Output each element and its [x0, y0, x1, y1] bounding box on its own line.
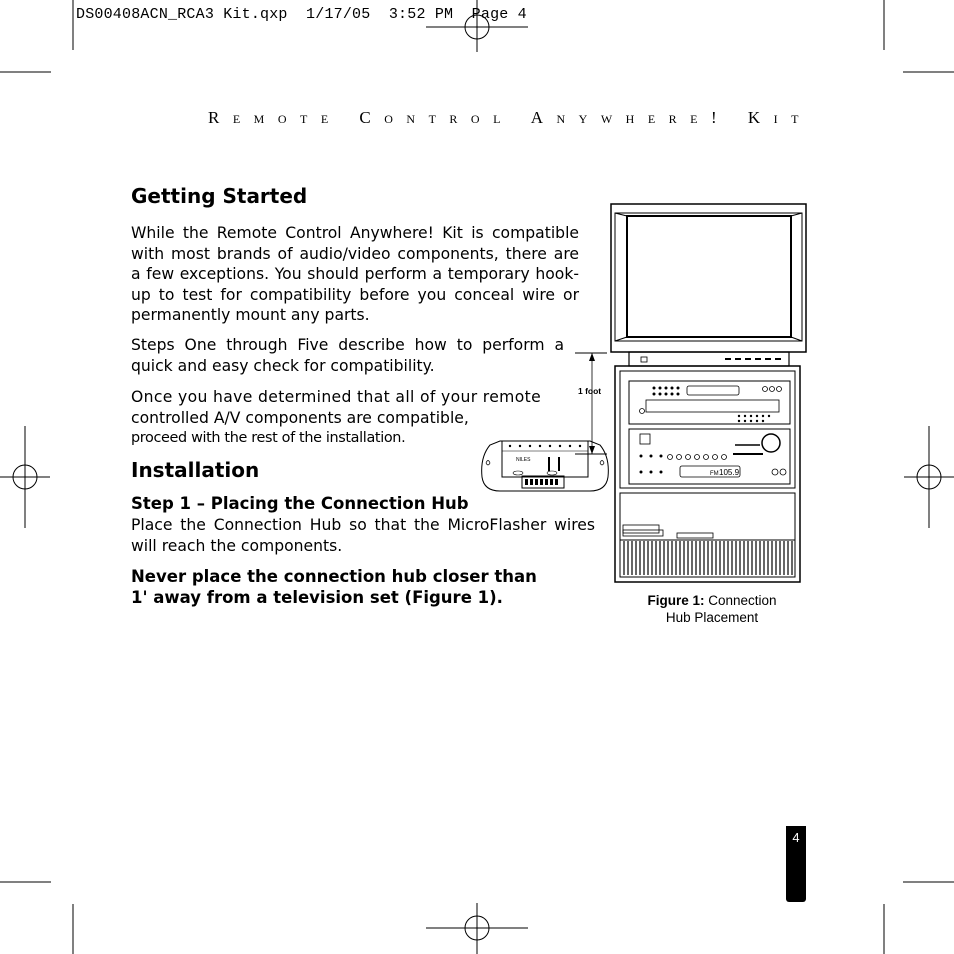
intro-paragraph: While the Remote Control Anywhere! Kit is compatible with most brands of audio/video components, there are a few exceptions. You should perform a temporary hook-up to test for compatibility before you conceal wire or permanently mount any parts.: [131, 224, 579, 324]
hub-brand: NILES: [516, 457, 531, 463]
tuner-band: FM: [710, 471, 719, 477]
getting-started-heading: Getting Started: [131, 184, 308, 208]
television: [611, 204, 806, 352]
file-slug: DS00408ACN_RCA3 Kit.qxp 1/17/05 3:52 PM Page 4: [76, 6, 527, 23]
step1-title: Step 1 – Placing the Connection Hub: [131, 494, 469, 513]
caption-line-2: Hub Placement: [665, 610, 759, 625]
compat-line-2: controlled A/V components are compatible,: [131, 408, 469, 427]
running-header: Remote Control Anywhere! Kit: [208, 108, 813, 127]
compat-line-3: proceed with the rest of the installation.: [131, 430, 406, 446]
compat-line-1: Once you have determined that all of your remote: [131, 388, 542, 406]
page-number-tab: [786, 826, 806, 902]
warning: [131, 566, 537, 608]
caption-line-1: Connection: [708, 593, 777, 608]
warning-line-1: Never place the connection hub closer than: [131, 567, 537, 586]
one-foot-label: 1 foot: [578, 386, 602, 396]
steps-paragraph: Steps One through Five describe how to perform a quick and easy check for compatibility.: [131, 336, 564, 375]
figure-1-illustration: [575, 200, 815, 590]
installation-heading: Installation: [131, 458, 260, 482]
page-number: 4: [792, 830, 800, 845]
figure-1-caption: [632, 592, 792, 626]
step1-text: Place the Connection Hub so that the MicroFlasher wires will reach the components.: [131, 516, 595, 555]
tuner-frequency: 105.9: [719, 468, 740, 477]
shelf-media-stripes: [624, 541, 792, 575]
caption-label: Figure 1:: [647, 593, 705, 608]
warning-line-2: 1' away from a television set (Figure 1).: [131, 588, 503, 607]
